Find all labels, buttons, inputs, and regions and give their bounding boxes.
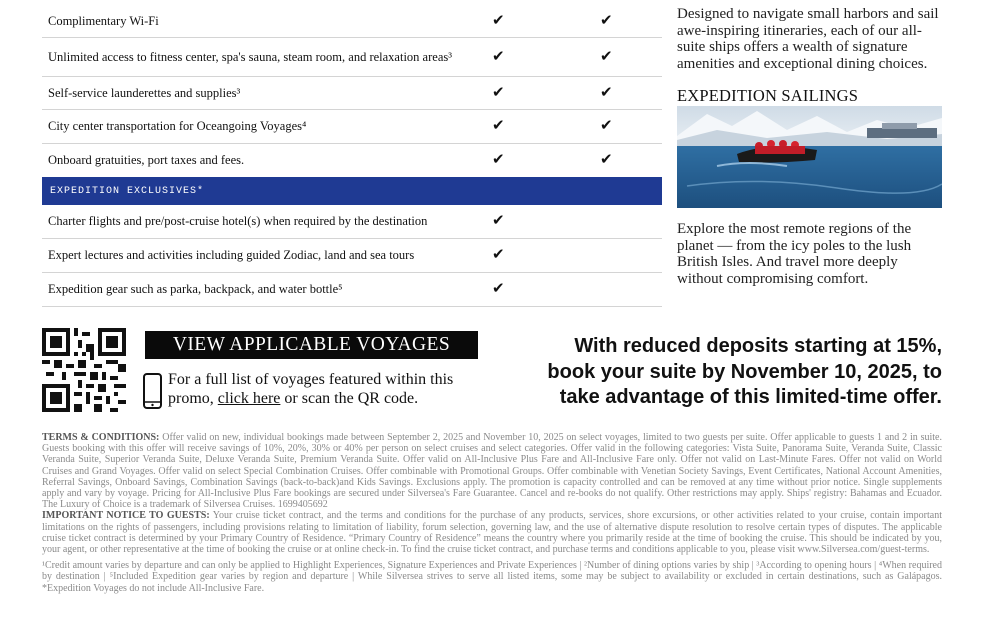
zodiac-expedition-photo xyxy=(677,106,942,208)
checkmark-icon: ✔ xyxy=(492,84,505,101)
checkmark-icon: ✔ xyxy=(600,48,613,65)
promo-suffix: or scan the QR code. xyxy=(280,389,419,407)
checkmark-icon: ✔ xyxy=(600,118,613,134)
amenity-row xyxy=(42,38,662,77)
checkmark-icon: ✔ xyxy=(600,84,613,101)
terms-heading: TERMS & CONDITIONS: xyxy=(42,432,160,443)
ships-intro: Designed to navigate small harbors and sail awe-inspiring itineraries, each of our all-suite ships offers a wealth of signature amenities and exceptional dining choices. xyxy=(677,6,939,72)
qr-code-icon[interactable] xyxy=(42,328,126,412)
amenity-label: City center transportation for Oceangoing Voyages⁴ xyxy=(48,119,307,133)
amenity-label: Self-service launderettes and supplies³ xyxy=(48,85,241,100)
checkmark-icon: ✔ xyxy=(492,12,505,29)
expedition-sailings-heading: EXPEDITION SAILINGS xyxy=(677,86,859,105)
offer-headline xyxy=(520,334,942,411)
notice-paragraph xyxy=(42,510,942,555)
checkmark-icon: ✔ xyxy=(492,213,505,229)
offer-line: book your suite by November 10, 2025, to xyxy=(547,360,942,383)
checkmark-icon: ✔ xyxy=(600,152,613,168)
sidebar xyxy=(677,6,947,287)
notice-heading: IMPORTANT NOTICE TO GUESTS: xyxy=(42,510,210,522)
amenity-row xyxy=(42,110,662,144)
amenity-label: Onboard gratuities, port taxes and fees. xyxy=(48,153,245,167)
expedition-row xyxy=(42,205,662,239)
amenity-row xyxy=(42,77,662,110)
offer-line: take advantage of this limited-time offer. xyxy=(559,386,942,408)
phone-icon xyxy=(143,373,162,409)
expedition-row xyxy=(42,273,662,307)
expedition-row xyxy=(42,239,662,273)
amenities-table xyxy=(42,5,662,307)
terms-and-conditions xyxy=(42,432,942,594)
amenity-label: Unlimited access to fitness center, spa's sauna, steam room, and relaxation areas³ xyxy=(48,49,452,64)
checkmark-icon: ✔ xyxy=(492,247,505,263)
expedition-label: Charter flights and pre/post-cruise hotel(s) when required by the destination xyxy=(48,214,428,228)
checkmark-icon: ✔ xyxy=(600,12,613,29)
checkmark-icon: ✔ xyxy=(492,48,505,65)
expedition-label: Expedition gear such as parka, backpack, and water bottle⁵ xyxy=(48,282,343,296)
notice-body: Your cruise ticket contract, and the terms and conditions for the purchase of any products, services, shore excursions, or other activities related to your cruise, contain important limitations on the rights of passengers, including provisions relating to limitation of liability, forum selection, governing law, and the use of alternative dispute resolution to resolve certain types of disputes. The applicable cruise ticket contract is determined by your Primary Country of Residence. “Primary Country of Residence” means the country where you primarily reside at the time of booking the cruise. This should be indicated by you, your agent, or other representative at the time of booking the cruise or at online check-in. To find the cruise ticket contract, and purchase terms and conditions applicable to you, please visit www.Silversea.com/guest-terms. xyxy=(42,510,942,556)
click-here-link[interactable]: click here xyxy=(217,389,281,407)
checkmark-icon: ✔ xyxy=(492,118,505,134)
footnotes: ¹Credit amount varies by departure and can only be applied to Highlight Experiences, Signature Experiences and Private Experiences | ²Number of dining options varies by ship | ³According to opening hours | ⁴When required by destination | ⁵Included Expedition gear varies by region and departure | While Silversea strives to serve all listed items, some may be subject to availability or excluded in certain destinations, such as Galápagos. *Expedition Voyages do not include All-Inclusive Fare. xyxy=(42,560,942,594)
offer-line: With reduced deposits starting at 15%, xyxy=(574,335,942,357)
terms-paragraph xyxy=(42,432,942,510)
view-voyages-button[interactable]: VIEW APPLICABLE VOYAGES xyxy=(145,331,478,359)
expedition-exclusives-header: EXPEDITION EXCLUSIVES* xyxy=(42,177,662,205)
amenity-row xyxy=(42,144,662,177)
promo-text xyxy=(168,371,488,408)
amenity-label: Complimentary Wi-Fi xyxy=(48,13,159,28)
promo-prefix: For a full list of voyages featured within this promo, xyxy=(168,371,454,407)
checkmark-icon: ✔ xyxy=(492,281,505,297)
expedition-label: Expert lectures and activities including guided Zodiac, land and sea tours xyxy=(48,248,415,262)
expedition-description: Explore the most remote regions of the planet — from the icy poles to the lush British Isles. And travel more deeply without compromising comfort. xyxy=(677,221,912,287)
amenity-row xyxy=(42,5,662,38)
checkmark-icon: ✔ xyxy=(492,152,505,168)
terms-body: Offer valid on new, individual bookings made between September 2, 2025 and November 10, 2025 on select voyages, limited to two guests per suite. Offer applicable to guests 1 and 2 in suite. Guests booking with this offer will receive savings of 10%, 20%, 30% or 40% per person on select cruises and select categories. Offer valid in the following categories: Vista Suite, Panorama Suite, Veranda Suite, Classic Veranda Suite, Superior Veranda Suite, Deluxe Veranda Suite, Premium Veranda Suite. Offer valid on All-Inclusive Plus Fare and All-Inclusive Fare only. Offer not valid on Last-Minute Fares. Offer not valid on World Cruises and Grand Voyages. Offer valid on select Special Combination Cruises. Offer combinable with Promotional Groups. Offer combinable with Venetian Society Savings, Event Certificates, National Account Amenities, Referral Savings, Onboard Savings, Combination Savings (back-to-back)and Kids Savings. Exclusions apply. The promotion is capacity controlled and can be removed at any time without prior notice. Single supplements apply and vary by voyage. Pricing for All-Inclusive Plus Fare bookings are secured under Silversea's Fare Guarantee. Cancel and re-books do not qualify. Other restrictions may apply. Ships' registry: Bahamas and Ecuador. The Luxury of Choice is a trademark of Silversea Cruises. 1699405692 xyxy=(42,432,942,511)
